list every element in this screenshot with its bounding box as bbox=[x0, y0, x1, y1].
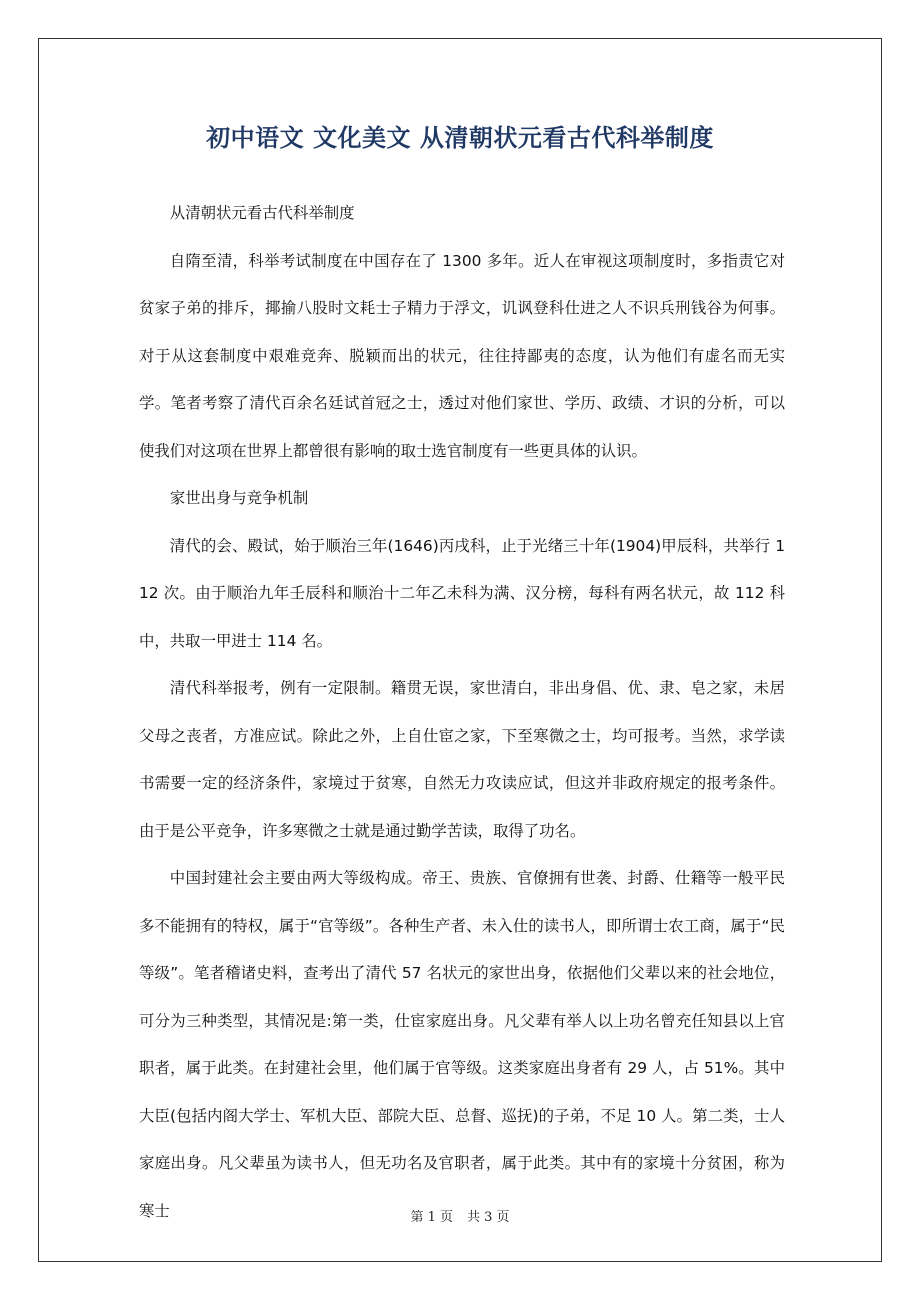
page-total: 共 3 页 bbox=[467, 1210, 510, 1225]
document-title: 初中语文 文化美文 从清朝状元看古代科举制度 bbox=[206, 124, 714, 152]
page-footer bbox=[38, 1206, 882, 1225]
paragraph: 清代的会、殿试，始于顺治三年(1646)丙戌科，止于光绪三十年(1904)甲辰科，共举行 112 次。由于顺治九年壬辰科和顺治十二年乙未科为满、汉分榜，每科有两名状元，故 112 科中，共取一甲进士 114 名。 bbox=[139, 536, 785, 650]
paragraph: 中国封建社会主要由两大等级构成。帝王、贵族、官僚拥有世袭、封爵、仕籍等一般平民多不能拥有的特权，属于“官等级”。各种生产者、未入仕的读书人，即所谓士农工商，属于“民等级”。笔者稽诸史料，查考出了清代 57 名状元的家世出身，依据他们父辈以来的社会地位，可分为三种类型，其情况是:第一类，仕宦家庭出身。凡父辈有举人以上功名曾充任知县以上官职者，属于此类。在封建社会里，他们属于官等级。这类家庭出身者有 29 人，占 51%。其中大臣(包括内阁大学士、军机大臣、部院大臣、总督、巡抚)的子弟，不足 10 人。第二类，士人家庭出身。凡父辈虽为读书人，但无功名及官职者，属于此类。其中有的家境十分贫困，称为寒士 bbox=[139, 869, 785, 1220]
section-heading: 家世出身与竞争机制 bbox=[169, 489, 309, 507]
paragraph: 自隋至清，科举考试制度在中国存在了 1300 多年。近人在审视这项制度时，多指责它对贫家子弟的排斥，揶揄八股时文耗士子精力于浮文，讥讽登科仕进之人不识兵刑钱谷为何事。对于从这套制度中艰难竞奔、脱颖而出的状元，往往持鄙夷的态度，认为他们有虚名而无实学。笔者考察了清代百余名廷试首冠之士，透过对他们家世、学历、政绩、才识的分析，可以使我们对这项在世界上都曾很有影响的取士选官制度有一些更具体的认识。 bbox=[139, 251, 785, 460]
document-body bbox=[139, 190, 785, 1235]
section-subtitle: 从清朝状元看古代科举制度 bbox=[169, 204, 355, 222]
page-number: 第 1 页 bbox=[410, 1210, 453, 1225]
paragraph: 清代科举报考，例有一定限制。籍贯无误，家世清白，非出身倡、优、隶、皂之家，未居父母之丧者，方准应试。除此之外，上自仕宦之家，下至寒微之士，均可报考。当然，求学读书需要一定的经济条件，家境过于贫寒，自然无力攻读应试，但这并非政府规定的报考条件。由于是公平竞争，许多寒微之士就是通过勤学苦读，取得了功名。 bbox=[139, 679, 785, 840]
